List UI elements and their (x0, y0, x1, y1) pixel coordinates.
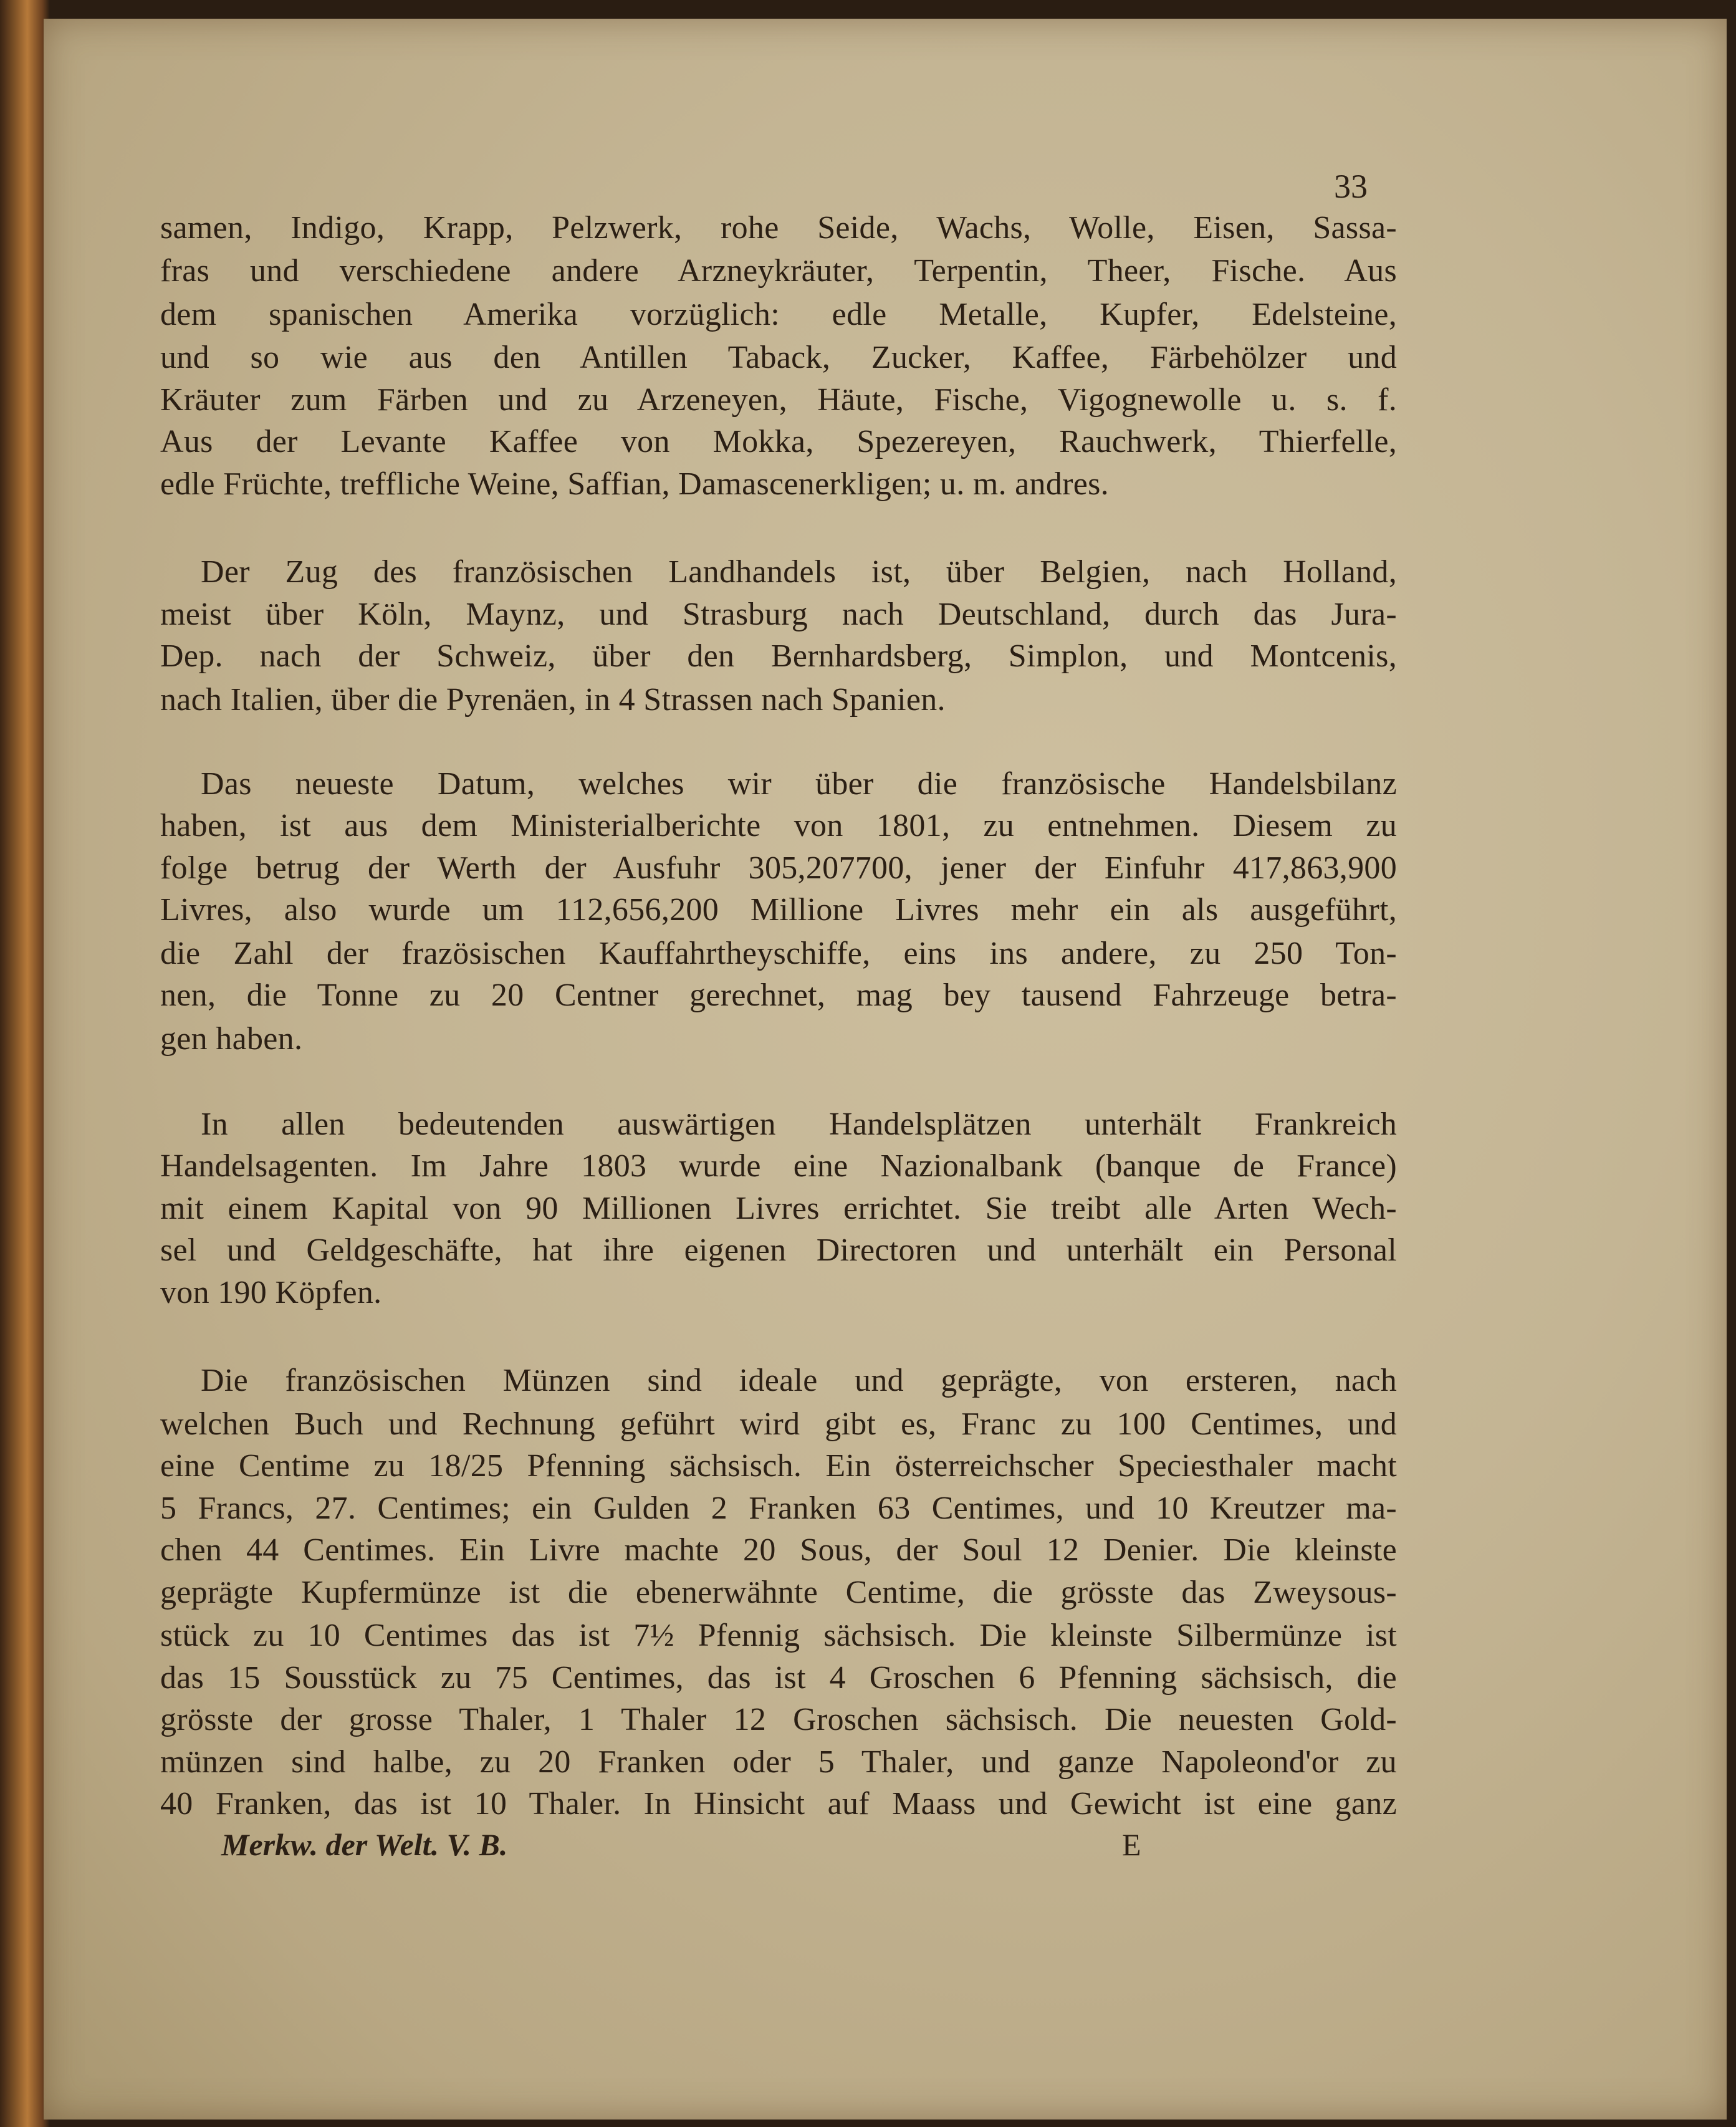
text-line: Livres, also wurde um 112,656,200 Millione Livres mehr ein als ausgeführt, (160, 892, 1397, 928)
text-line: In allen bedeutenden auswärtigen Handelsplätzen unterhält Frankreich (201, 1107, 1397, 1142)
signature-mark: E (1122, 1827, 1141, 1862)
text-line: haben, ist aus dem Ministerialberichte von 1801, zu entnehmen. Diesem zu (160, 808, 1397, 843)
text-line: mit einem Kapital von 90 Millionen Livres errichtet. Sie treibt alle Arten Wech- (160, 1191, 1397, 1226)
text-line: gen haben. (160, 1021, 303, 1057)
text-line: Das neueste Datum, welches wir über die französische Handelsbilanz (201, 766, 1397, 802)
book-spine-edge (0, 0, 50, 2127)
text-line: samen, Indigo, Krapp, Pelzwerk, rohe Seide, Wachs, Wolle, Eisen, Sassa- (160, 210, 1397, 246)
text-line: folge betrug der Werth der Ausfuhr 305,207700, jener der Einfuhr 417,863,900 (160, 850, 1397, 886)
text-line: und so wie aus den Antillen Taback, Zucker, Kaffee, Färbehölzer und (160, 340, 1397, 375)
page-number: 33 (1334, 168, 1368, 205)
text-line: geprägte Kupfermünze ist die ebenerwähnte Centime, die grösste das Zweysous- (160, 1575, 1397, 1610)
text-line: 40 Franken, das ist 10 Thaler. In Hinsicht auf Maass und Gewicht ist eine ganz (160, 1786, 1397, 1822)
text-line: Kräuter zum Färben und zu Arzeneyen, Häute, Fische, Vigognewolle u. s. f. (160, 382, 1397, 418)
text-line: Dep. nach der Schweiz, über den Bernhardsberg, Simplon, und Montcenis, (160, 638, 1397, 674)
text-line: sel und Geldgeschäfte, hat ihre eigenen Directoren und unterhält ein Personal (160, 1232, 1397, 1268)
text-line: meist über Köln, Maynz, und Strasburg nach Deutschland, durch das Jura- (160, 597, 1397, 632)
text-line: Die französischen Münzen sind ideale und geprägte, von ersteren, nach (201, 1363, 1397, 1398)
text-line: grösste der grosse Thaler, 1 Thaler 12 Groschen sächsisch. Die neuesten Gold- (160, 1702, 1397, 1737)
text-line: nach Italien, über die Pyrenäen, in 4 Strassen nach Spanien. (160, 682, 946, 718)
text-line: 5 Francs, 27. Centimes; ein Gulden 2 Franken 63 Centimes, und 10 Kreutzer ma- (160, 1491, 1397, 1526)
text-line: von 190 Köpfen. (160, 1275, 382, 1310)
text-line: dem spanischen Amerika vorzüglich: edle Metalle, Kupfer, Edelsteine, (160, 297, 1397, 332)
text-line: stück zu 10 Centimes das ist 7½ Pfennig sächsisch. Die kleinste Silbermünze ist (160, 1618, 1397, 1653)
signature-title: Merkw. der Welt. V. B. (221, 1827, 508, 1862)
text-line: die Zahl der frazösischen Kauffahrtheyschiffe, eins ins andere, zu 250 Ton- (160, 936, 1397, 971)
text-line: fras und verschiedene andere Arzneykräuter, Terpentin, Theer, Fische. Aus (160, 253, 1397, 289)
text-line: welchen Buch und Rechnung geführt wird gibt es, Franc zu 100 Centimes, und (160, 1406, 1397, 1442)
text-line: das 15 Sousstück zu 75 Centimes, das ist 4 Groschen 6 Pfenning sächsisch, die (160, 1660, 1397, 1696)
text-line: nen, die Tonne zu 20 Centner gerechnet, mag bey tausend Fahrzeuge betra- (160, 977, 1397, 1013)
text-line: chen 44 Centimes. Ein Livre machte 20 Sous, der Soul 12 Denier. Die kleinste (160, 1532, 1397, 1568)
text-line: Der Zug des französischen Landhandels ist, über Belgien, nach Holland, (201, 554, 1397, 590)
text-line: münzen sind halbe, zu 20 Franken oder 5 Thaler, und ganze Napoleond'or zu (160, 1744, 1397, 1780)
text-line: edle Früchte, treffliche Weine, Saffian, Damascenerkligen; u. m. andres. (160, 466, 1109, 502)
text-line: eine Centime zu 18/25 Pfenning sächsisch. Ein österreichscher Speciesthaler macht (160, 1448, 1397, 1484)
text-line: Aus der Levante Kaffee von Mokka, Spezereyen, Rauchwerk, Thierfelle, (160, 424, 1397, 459)
text-line: Handelsagenten. Im Jahre 1803 wurde eine Nazionalbank (banque de France) (160, 1148, 1397, 1184)
